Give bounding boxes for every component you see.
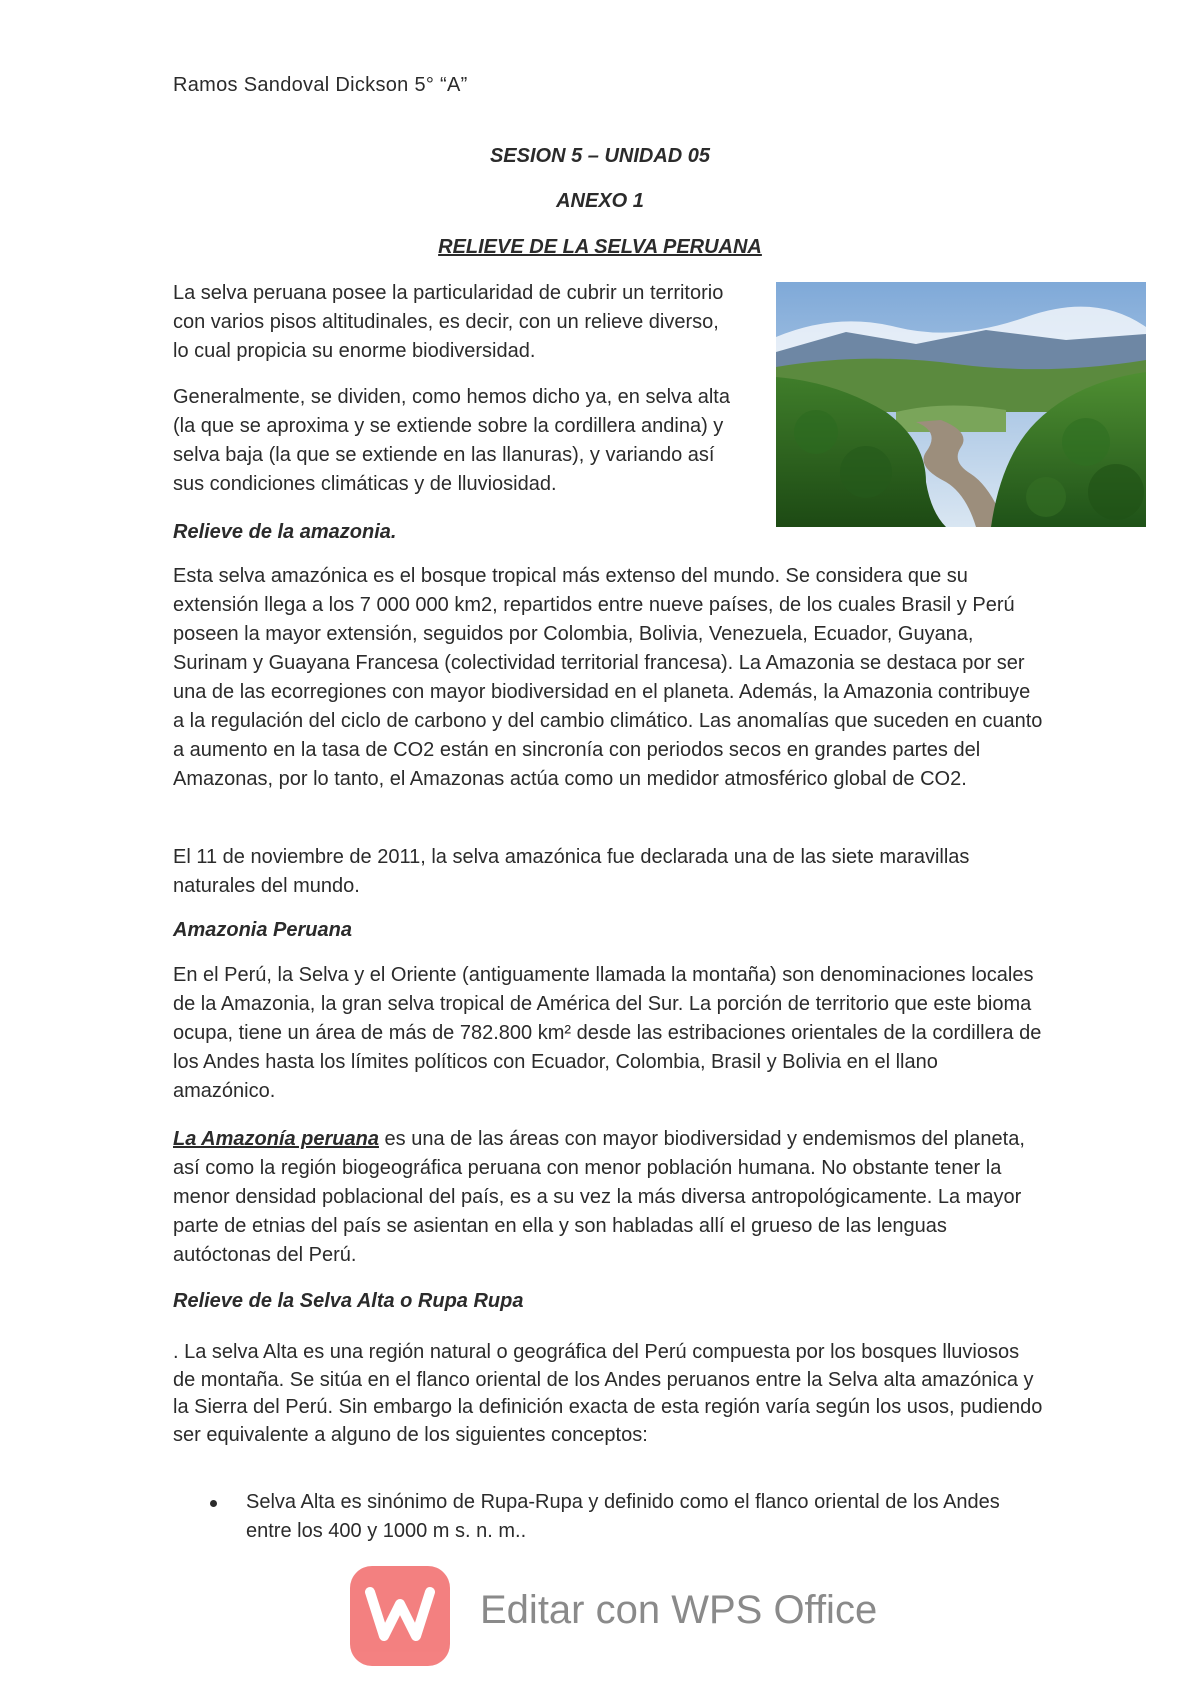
author-line: Ramos Sandoval Dickson 5° “A” [173, 74, 468, 96]
heading-relieve-amazonia: Relieve de la amazonia. [173, 521, 397, 543]
selva-alta-paragraph: . La selva Alta es una región natural o geográfica del Perú compuesta por los bosques lluviosos de montaña. Se sitúa en el flanco oriental de los Andes peruanos entre la Selva alta amazónica y la Sierra del Perú. Sin embargo la definición exacta de esta región varía según los usos, pudiendo ser equivalente a alguno de los siguientes conceptos: [173, 1341, 1043, 1446]
wonders-paragraph: El 11 de noviembre de 2011, la selva amazónica fue declarada una de las siete maravillas naturales del mundo. [173, 846, 970, 897]
wps-logo-icon[interactable] [350, 1566, 450, 1666]
main-title: RELIEVE DE LA SELVA PERUANA [438, 236, 762, 258]
intro-paragraph-2: Generalmente, se dividen, como hemos dicho ya, en selva alta (la que se aproxima y se extiende sobre la cordillera andina) y selva baja (la que se extiende en las llanuras), y variando así sus condiciones climáticas y de lluviosidad. [173, 386, 730, 495]
annex-title: ANEXO 1 [556, 190, 644, 212]
peruana-lead: La Amazonía peruana [173, 1128, 379, 1150]
bullet-icon [210, 1500, 217, 1507]
peruana-rest: es una de las áreas con mayor biodiversidad y endemismos del planeta, así como la región biogeográfica peruana con menor población humana. No obstante tener la menor densidad poblacional del país, es a su vez la más diversa antropológicamente. La mayor parte de etnias del país se asientan en ella y son habladas allí el grueso de las lenguas autóctonas del Perú. [173, 1128, 1025, 1266]
amazonia-paragraph: Esta selva amazónica es el bosque tropical más extenso del mundo. Se considera que su extensión llega a los 7 000 000 km2, repartidos entre nueve países, de los cuales Brasil y Perú poseen la mayor extensión, seguidos por Colombia, Bolivia, Venezuela, Ecuador, Guyana, Surinam y Guayana Francesa (colectividad territorial francesa). La Amazonia se destaca por ser una de las ecorregiones con mayor biodiversidad en el planeta. Además, la Amazonia contribuye a la regulación del ciclo de carbono y del cambio climático. Las anomalías que suceden en cuanto a aumento en la tasa de CO2 están en sincronía con periodos secos en grandes partes del Amazonas, por lo tanto, el Amazonas actúa como un medidor atmosférico global de CO2. [173, 565, 1043, 790]
peruana-paragraph-1: En el Perú, la Selva y el Oriente (antiguamente llamada la montaña) son denominaciones locales de la Amazonia, la gran selva tropical de América del Sur. La porción de territorio que este bioma ocupa, tiene un área de más de 782.800 km² desde las estribaciones orientales de la cordillera de los Andes hasta los límites políticos con Ecuador, Colombia, Brasil y Bolivia en el llano amazónico. [173, 964, 1042, 1102]
list-item-text: Selva Alta es sinónimo de Rupa-Rupa y definido como el flanco oriental de los Andes entre los 400 y 1000 m s. n. m.. [246, 1491, 1000, 1542]
session-title: SESION 5 – UNIDAD 05 [489, 145, 711, 167]
wps-edit-banner[interactable] [350, 1566, 910, 1666]
list-item [200, 1488, 1030, 1546]
heading-amazonia-peruana: Amazonia Peruana [173, 919, 352, 941]
intro-paragraph-1: La selva peruana posee la particularidad de cubrir un territorio con varios pisos altitudinales, es decir, con un relieve diverso, lo cual propicia su enorme biodiversidad. [173, 282, 724, 362]
heading-selva-alta: Relieve de la Selva Alta o Rupa Rupa [173, 1290, 524, 1312]
rainforest-river-valley-photo [776, 282, 1146, 527]
selva-alta-concepts-list [200, 1488, 1030, 1546]
peruana-paragraph-2 [173, 1125, 1043, 1270]
wps-edit-label[interactable]: Editar con WPS Office [480, 1588, 878, 1632]
